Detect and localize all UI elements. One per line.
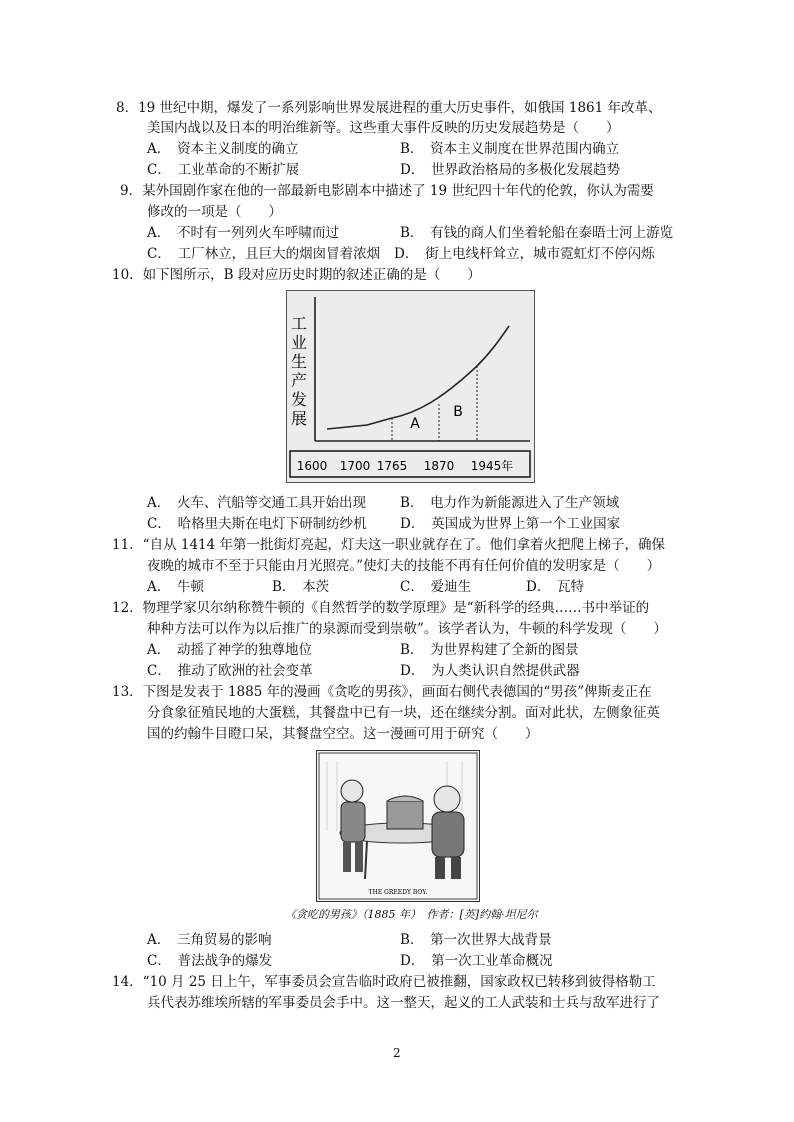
x-tick-1700: 1700 — [339, 459, 371, 473]
ylabel-char-3: 生 — [290, 352, 308, 371]
x-tick-1600: 1600 — [296, 459, 328, 473]
q10-option-d: D． 英国成为世界上第一个工业国家 — [400, 516, 621, 532]
q11-option-d: D． 瓦特 — [526, 579, 585, 595]
ylabel-char-6: 展 — [290, 409, 308, 428]
q13-option-b: B． 第一次世界大战背景 — [400, 932, 552, 948]
q9-option-b: B． 有钱的商人们坐着轮船在泰晤士河上游览 — [400, 225, 674, 241]
ylabel-char-4: 产 — [290, 371, 308, 390]
q12-option-c: C． 推动了欧洲的社会变革 — [147, 663, 313, 679]
q9-stem-line1: 9．某外国剧作家在他的一部最新电影剧本中描述了 19 世纪四十年代的伦敦，你认为需要 — [120, 183, 654, 199]
q12-option-a: A． 动摇了神学的独尊地位 — [147, 642, 312, 658]
x-tick-1765: 1765 — [376, 459, 408, 473]
ylabel-char-1: 工 — [290, 314, 308, 333]
q8-option-b: B． 资本主义制度在世界范围内确立 — [400, 141, 620, 157]
growth-curve — [327, 326, 509, 429]
q12-option-d: D． 为人类认识自然提供武器 — [400, 663, 580, 679]
q11-option-c: C． 爱迪生 — [400, 579, 472, 595]
q10-option-b: B． 电力作为新能源进入了生产领域 — [400, 495, 620, 511]
q12-stem-line2: 种种方法可以作为以后推广的泉源而受到崇敬”。该学者认为，牛顿的科学发现（ ） — [147, 621, 667, 637]
q12-option-b: B． 为世界构建了全新的图景 — [400, 642, 579, 658]
q14-stem-line1: 14．“10 月 25 日上午，军事委员会宣告临时政府已被推翻，国家政权已转移到彼得格勒工 — [112, 974, 656, 990]
cartoon-caption: THE GREEDY BOY. — [368, 889, 428, 896]
x-tick-1945: 1945年 — [470, 459, 514, 473]
segment-label-b: B — [453, 404, 463, 420]
q13-stem-line2: 分食象征殖民地的大蛋糕，其餐盘中已有一块，还在继续分割。面对此状，左侧象征英 — [147, 705, 660, 721]
q12-stem-line1: 12．物理学家贝尔纳称赞牛顿的《自然哲学的数学原理》是“新科学的经典……书中举证的 — [112, 600, 650, 616]
industrial-growth-chart — [286, 290, 535, 483]
q10-option-c: C． 哈格里夫斯在电灯下研制纺纱机 — [147, 516, 367, 532]
q14-stem-line2: 兵代表苏维埃所辖的军事委员会手中。这一整天，起义的工人武装和士兵与敌军进行了 — [147, 995, 660, 1011]
q9-option-c: C． 工厂林立，且巨大的烟囱冒着浓烟 — [147, 246, 381, 262]
q13-option-a: A． 三角贸易的影响 — [147, 932, 272, 948]
q13-stem-line1: 13．下图是发表于 1885 年的漫画《贪吃的男孩》，画面右侧代表德国的“男孩”俾斯麦正在 — [112, 684, 652, 700]
q11-stem-line1: 11．“自从 1414 年第一批街灯亮起，灯夫这一职业就存在了。他们拿着火把爬上梯子，确保 — [112, 537, 666, 553]
page-number: 2 — [393, 1046, 401, 1060]
q8-stem-line2: 美国内战以及日本的明治维新等。这些重大事件反映的历史发展趋势是（ ） — [147, 120, 620, 136]
q8-option-c: C． 工业革命的不断扩展 — [147, 162, 300, 178]
q13-stem-line3: 国的约翰牛目瞪口呆，其餐盘空空。这一漫画可用于研究（ ） — [147, 726, 539, 742]
q13-option-c: C． 普法战争的爆发 — [147, 953, 273, 969]
q10-option-a: A． 火车、汽船等交通工具开始出现 — [147, 495, 366, 511]
q8-option-d: D． 世界政治格局的多极化发展趋势 — [400, 162, 621, 178]
q11-stem-line2: 夜晚的城市不至于只能由月光照亮。”使灯夫的技能不再有任何价值的发明家是（ ） — [147, 558, 661, 574]
q8-option-a: A． 资本主义制度的确立 — [147, 141, 299, 157]
q9-stem-line2: 修改的一项是（ ） — [147, 204, 282, 220]
q11-option-b: B． 本茨 — [272, 579, 330, 595]
q13-option-d: D． 第一次工业革命概况 — [400, 953, 553, 969]
greedy-boy-cartoon — [316, 750, 480, 902]
ylabel-char-5: 发 — [290, 390, 308, 409]
q10-stem: 10．如下图所示，B 段对应历史时期的叙述正确的是（ ） — [112, 267, 481, 283]
ylabel-char-2: 业 — [290, 333, 308, 352]
q9-option-d: D． 街上电线杆耸立，城市霓虹灯不停闪烁 — [394, 246, 655, 262]
q11-option-a: A． 牛顿 — [147, 579, 204, 595]
x-tick-1870: 1870 — [423, 459, 455, 473]
cartoon-attribution: 《贪吃的男孩》（1885 年） 作者：[英]约翰·坦尼尔 — [285, 908, 538, 921]
segment-label-a: A — [410, 416, 420, 432]
q8-stem-line1: 8．19 世纪中期，爆发了一系列影响世界发展进程的重大历史事件，如俄国 1861 年改革、 — [116, 100, 662, 116]
q9-option-a: A． 不时有一列列火车呼啸而过 — [147, 225, 339, 241]
